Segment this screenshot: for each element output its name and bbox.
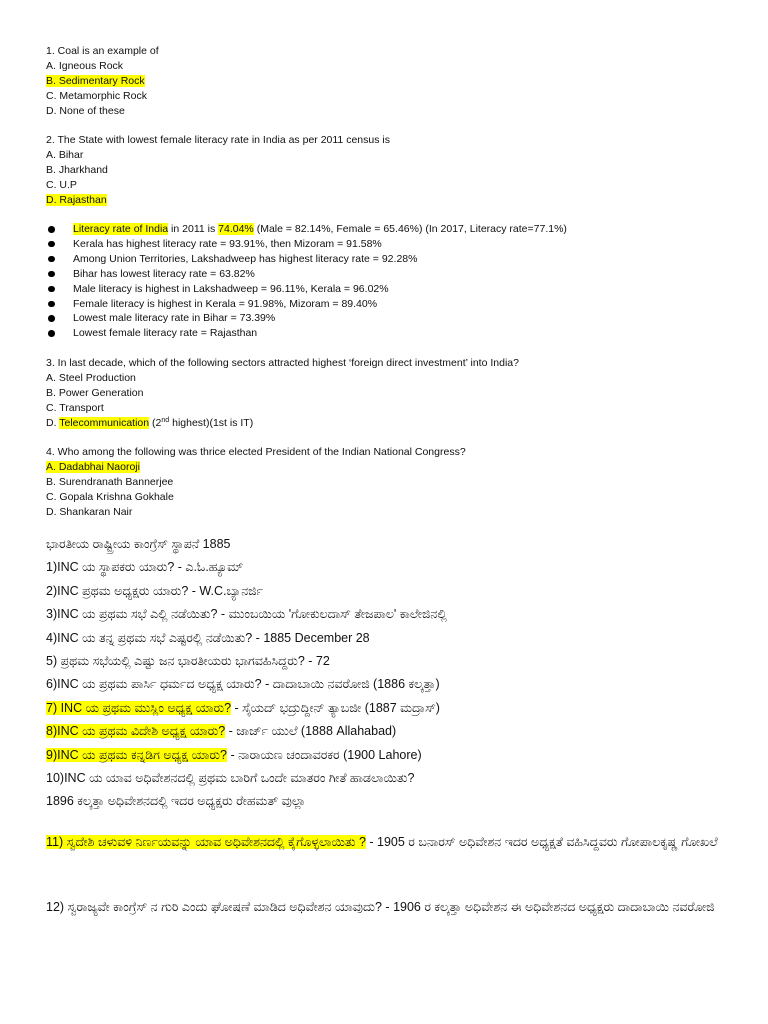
kannada-line-7-highlight: 7) INC ಯ ಪ್ರಥಮ ಮುಸ್ಲಿಂ ಅಧ್ಯಕ್ಷ ಯಾರು?	[46, 700, 232, 715]
question-3	[46, 356, 748, 431]
literacy-fact-item: Male literacy is highest in Lakshadweep = 96.11%, Kerala = 96.02%	[46, 282, 748, 297]
kannada-item-12	[46, 896, 748, 918]
question-4-option-c: C. Gopala Krishna Gokhale	[46, 490, 174, 503]
literacy-fact-item: Kerala has highest literacy rate = 93.91%, then Mizoram = 91.58%	[46, 237, 748, 252]
question-4-option-a-answer: A. Dadabhai Naoroji	[46, 460, 140, 473]
kannada-line-12: 12) ಸ್ವರಾಜ್ಯವೇ ಕಾಂಗ್ರೆಸ್ ನ ಗುರಿ ಎಂದು ಘೋಷಣೆ ಮಾಡಿದ ಅಧಿವೇಶನ ಯಾವುದು? - 1906 ರ ಕಲ್ಕತ್ತಾ ಅಧಿವೇಶನ ಈ ಅಧಿವೇಶನದ ಅಧ್ಯಕ್ಷರು ದಾದಾಬಾಯಿ ನವರೋಜಿ	[46, 900, 715, 914]
question-3-option-d-answer: Telecommunication	[59, 416, 150, 429]
literacy-fact-item: Bihar has lowest literacy rate = 63.82%	[46, 267, 748, 282]
question-2-option-a: A. Bihar	[46, 148, 84, 161]
question-4-text: 4. Who among the following was thrice elected President of the Indian National Congress?	[46, 446, 466, 458]
literacy-facts-list	[46, 222, 748, 341]
literacy-fact-text: in 2011 is	[168, 223, 219, 235]
literacy-rate-value: 74.04%	[218, 223, 254, 235]
literacy-rate-label: Literacy rate of India	[73, 223, 169, 235]
literacy-fact-item: Lowest male literacy rate in Bihar = 73.39%	[46, 311, 748, 326]
question-2-option-d-answer: D. Rajasthan	[46, 193, 107, 206]
kannada-item-11	[46, 831, 748, 853]
kannada-line-10b: 1896 ಕಲ್ಕತ್ತಾ ಅಧಿವೇಶನದಲ್ಲಿ ಇದರ ಅಧ್ಯಕ್ಷರು ರೇಹಮತ್ ವುಲ್ಲಾ	[46, 794, 306, 809]
question-3-option-b: B. Power Generation	[46, 386, 144, 399]
kannada-line-9: 9)INC ಯ ಪ್ರಥಮ ಕನ್ನಡಿಗ ಅಧ್ಯಕ್ಷ ಯಾರು? - ನಾರಾಯಣ ಚಂದಾವರಕರ (1900 Lahore)	[46, 747, 422, 762]
kannada-line-10: 10)INC ಯ ಯಾವ ಅಧಿವೇಶನದಲ್ಲಿ ಪ್ರಥಮ ಬಾರಿಗೆ ಒಂದೇ ಮಾತರಂ ಗೀತೆ ಹಾಡಲಾಯಿತು?	[46, 771, 415, 786]
literacy-fact-item: Lowest female literacy rate = Rajasthan	[46, 326, 748, 341]
kannada-line-1: 1)INC ಯ ಸ್ಥಾಪಕರು ಯಾರು? - ಎ.ಓ.ಹ್ಯೂಮ್	[46, 560, 244, 575]
question-1-option-c: C. Metamorphic Rock	[46, 89, 147, 102]
kannada-line-5: 5) ಪ್ರಥಮ ಸಭೆಯಲ್ಲಿ ಎಷ್ಟು ಜನ ಭಾರತೀಯರು ಭಾಗವಹಿಸಿದ್ದರು? - 72	[46, 654, 330, 669]
kannada-line-11-rest: - 1905 ರ ಬನಾರಸ್ ಅಧಿವೇಶನ ಇದರ ಅಧ್ಯಕ್ಷತೆ ವಹಿಸಿದ್ದವರು ಗೋಪಾಲಕೃಷ್ಣ ಗೋಖಲೆ	[365, 835, 718, 849]
kannada-line-6: 6)INC ಯ ಪ್ರಥಮ ಪಾರ್ಸಿ ಧರ್ಮದ ಅಧ್ಯಕ್ಷ ಯಾರು? - ದಾದಾಬಾಯಿ ನವರೋಜಿ (1886 ಕಲ್ಕತ್ತಾ)	[46, 677, 440, 692]
literacy-fact-text: (Male = 82.14%, Female = 65.46%) (In 2017, Literacy rate=77.1%)	[253, 223, 567, 235]
question-1-option-d: D. None of these	[46, 104, 125, 117]
kannada-line-8-highlight: 8)INC ಯ ಪ್ರಥಮ ವಿದೇಶಿ ಅಧ್ಯಕ್ಷ ಯಾರು?	[46, 724, 226, 739]
question-1-option-b-answer: B. Sedimentary Rock	[46, 74, 145, 87]
kannada-line-4: 4)INC ಯ ತನ್ನ ಪ್ರಥಮ ಸಭೆ ಎಷ್ಟರಲ್ಲಿ ನಡೆಯಿತು? - 1885 December 28	[46, 630, 370, 645]
question-3-option-c: C. Transport	[46, 401, 104, 414]
kannada-line-8: 8)INC ಯ ಪ್ರಥಮ ವಿದೇಶಿ ಅಧ್ಯಕ್ಷ ಯಾರು? - ಜಾರ್ಜ್ ಯುಲೆ (1888 Allahabad)	[46, 724, 397, 739]
question-2-option-b: B. Jharkhand	[46, 163, 108, 176]
question-4-option-d: D. Shankaran Nair	[46, 505, 133, 518]
literacy-fact-item	[46, 222, 748, 237]
question-1-text: 1. Coal is an example of	[46, 45, 159, 57]
question-4	[46, 445, 748, 520]
question-2	[46, 133, 748, 208]
question-2-text: 2. The State with lowest female literacy rate in India as per 2011 census is	[46, 134, 390, 146]
question-3-option-d: D. Telecommunication (2nd highest)(1st is IT)	[46, 416, 254, 429]
literacy-fact-item: Female literacy is highest in Kerala = 91.98%, Mizoram = 89.40%	[46, 297, 748, 312]
question-3-text: 3. In last decade, which of the following sectors attracted highest ‘foreign direct investment’ into India?	[46, 357, 519, 369]
kannada-line-11-highlight: 11) ಸ್ವದೇಶಿ ಚಳುವಳಿ ನಿರ್ಣಯವನ್ನು ಯಾವ ಅಧಿವೇಶನದಲ್ಲಿ ಕೈಗೊಳ್ಳಲಾಯಿತು ?	[46, 835, 366, 849]
question-3-option-a: A. Steel Production	[46, 371, 136, 384]
literacy-fact-item: Among Union Territories, Lakshadweep has highest literacy rate = 92.28%	[46, 252, 748, 267]
kannada-line-2: 2)INC ಪ್ರಥಮ ಅಧ್ಯಕ್ಷರು ಯಾರು? - W.C.ಬ್ಯಾನರ್ಜಿ	[46, 583, 264, 598]
kannada-line-9-highlight: 9)INC ಯ ಪ್ರಥಮ ಕನ್ನಡಿಗ ಅಧ್ಯಕ್ಷ ಯಾರು?	[46, 747, 227, 762]
kannada-congress-notes	[46, 533, 748, 814]
question-1	[46, 44, 748, 119]
literacy-facts	[46, 222, 748, 341]
question-1-option-a: A. Igneous Rock	[46, 59, 124, 72]
kannada-heading: ಭಾರತೀಯ ರಾಷ್ಟ್ರೀಯ ಕಾಂಗ್ರೆಸ್ ಸ್ಥಾಪನೆ 1885	[46, 537, 231, 551]
question-2-option-c: C. U.P	[46, 178, 77, 191]
kannada-line-7: 7) INC ಯ ಪ್ರಥಮ ಮುಸ್ಲಿಂ ಅಧ್ಯಕ್ಷ ಯಾರು? - ಸೈಯದ್ ಭದ್ರುದ್ದೀನ್ ತ್ಯಾಬಜೀ (1887 ಮದ್ರಾಸ್)	[46, 700, 440, 715]
kannada-line-3: 3)INC ಯ ಪ್ರಥಮ ಸಭೆ ಎಲ್ಲಿ ನಡೆಯಿತು? - ಮುಂಬಯಿಯ 'ಗೋಕುಲದಾಸ್ ತೇಜಪಾಲ' ಕಾಲೇಜಿನಲ್ಲಿ	[46, 607, 447, 622]
question-4-option-b: B. Surendranath Bannerjee	[46, 475, 174, 488]
